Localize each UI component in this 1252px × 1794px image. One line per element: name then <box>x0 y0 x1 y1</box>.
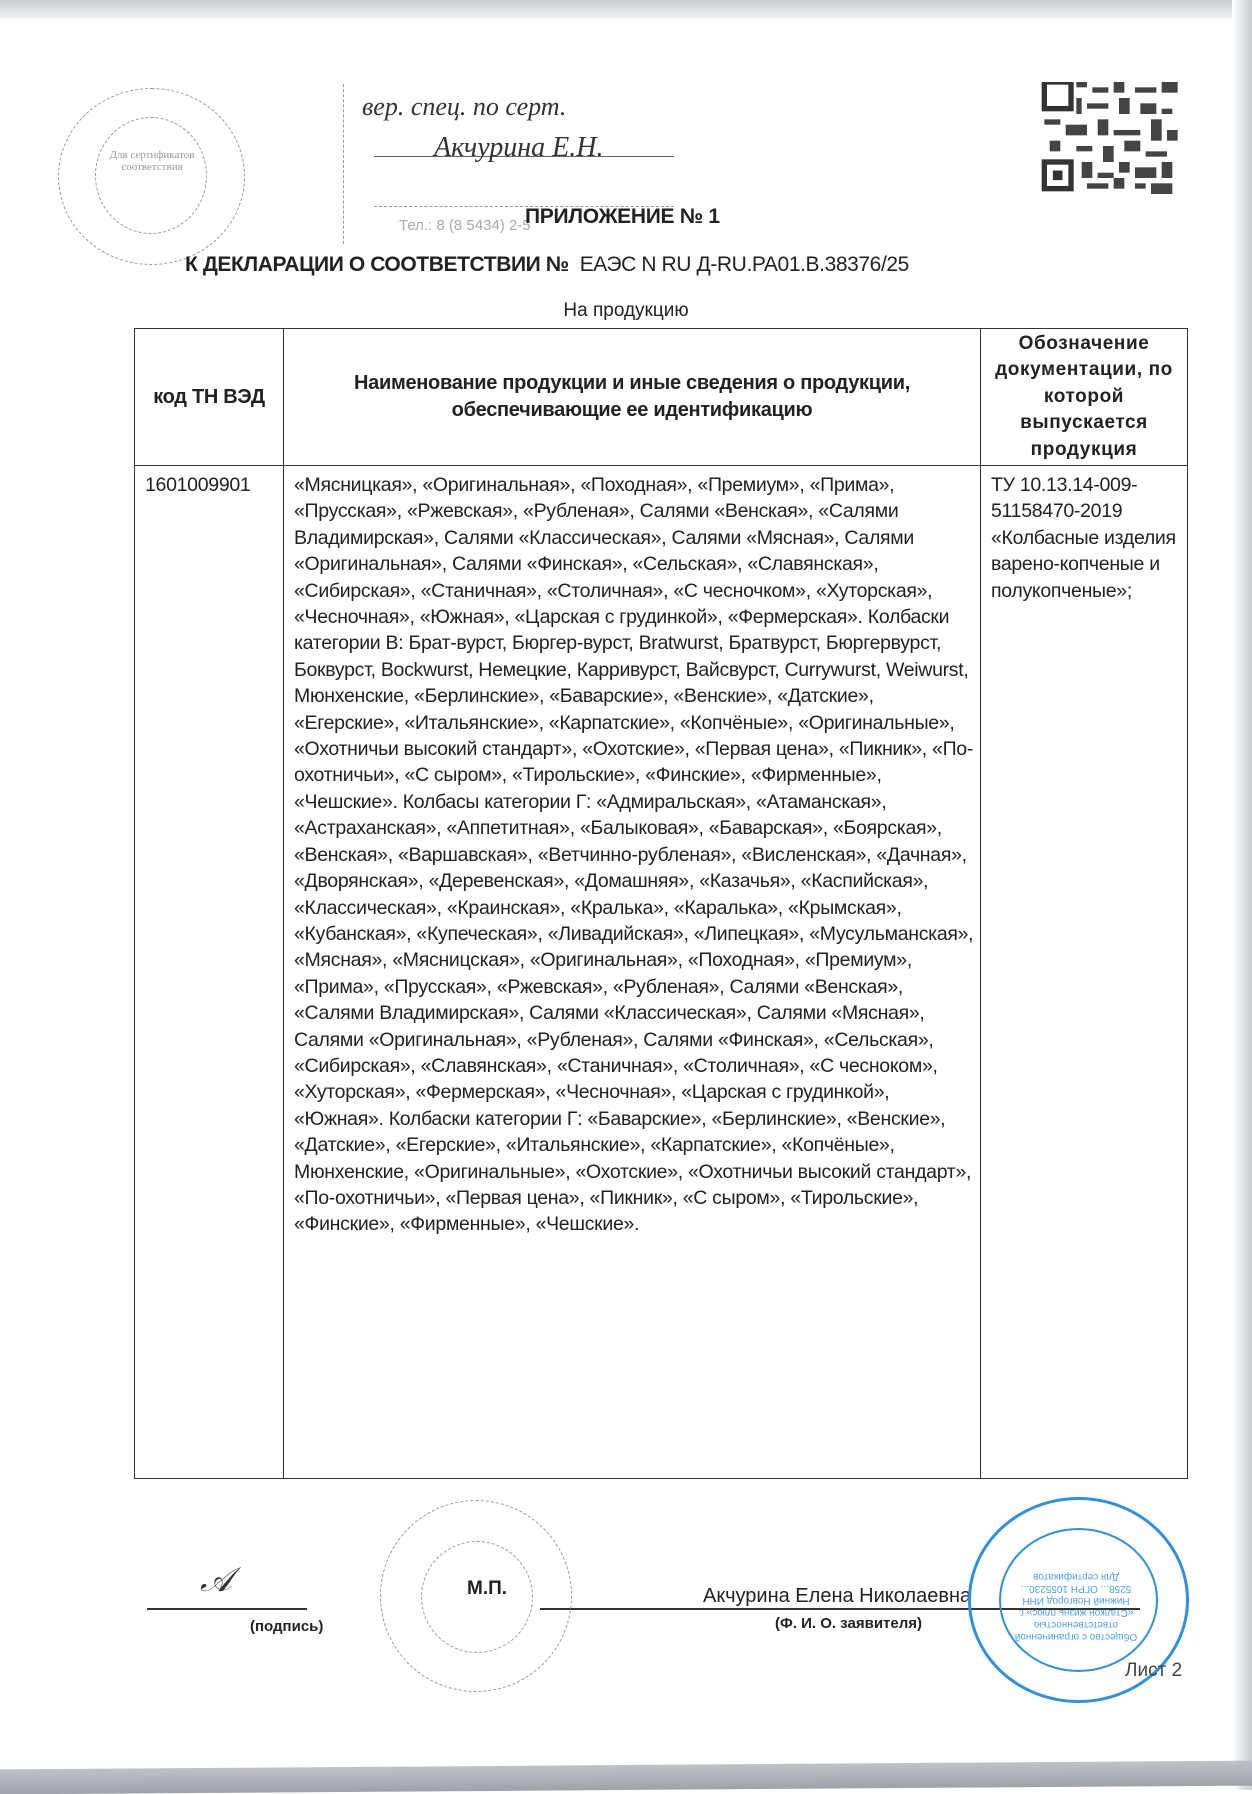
declaration-number: ЕАЭС N RU Д-RU.PA01.B.38376/25 <box>579 253 909 276</box>
header-description: Наименование продукции и иные сведения о продукции, обеспечивающие ее идентификацию <box>284 329 981 466</box>
cell-documentation: ТУ 10.13.14-009-51158470-2019 «Колбасные изделия варено-копченые и полукопченые»; <box>981 466 1188 1479</box>
declaration-title <box>185 253 909 277</box>
handwritten-signature: Акчурина Е.Н. <box>434 132 604 163</box>
left-gray-stamp <box>58 88 245 265</box>
header-code: код ТН ВЭД <box>135 329 284 466</box>
left-stamp-text: Для сертификатов соответствия <box>109 149 195 173</box>
table-row <box>135 466 1188 1479</box>
applicant-name: Акчурина Елена Николаевна <box>703 1585 972 1607</box>
scan-bottom-edge <box>0 1761 1252 1794</box>
appendix-title: ПРИЛОЖЕНИЕ № 1 <box>525 205 720 228</box>
applicant-label: (Ф. И. О. заявителя) <box>775 1615 923 1632</box>
sheet-label: Лист 2 <box>1125 1660 1183 1681</box>
seal-label: М.П. <box>467 1578 508 1599</box>
header-documentation: Обозначение документации, по которой выпускается продукция <box>981 329 1188 466</box>
cell-description: «Мясницкая», «Оригинальная», «Походная», «Премиум», «Прима», «Прусская», «Ржевская», «Рубленая», Салями «Венская», «Салями Владимирская», Салями «Классическая», Салями «Мясная», Салями «Оригинальная», Салями «Финская», «Сельская», «Славянская», «Сибирская», «Станичная», «Столичная», «С чесночком», «Хуторская», «Чесночная», «Южная», «Царская с грудинкой», «Фермерская». Колбаски категории В: Брат-вурст, Бюргер-вурст, Bratwurst, Братвурст, Бюргервурст, Боквурст, Bockwurst, Немецкие, Карривурст, Вайсвурст, Currywurst, Weiwurst, Мюнхенские, «Берлинские», «Баварские», «Венские», «Датские», «Егерские», «Итальянские», «Карпатские», «Копчёные», «Оригинальные», «Охотничьи высокий стандарт», «Охотские», «Первая цена», «Пикник», «По-охотничьи», «С сыром», «Тирольские», «Финские», «Фирменные», «Чешские». Колбасы категории Г: «Адмиральская», «Атаманская», «Астраханская», «Аппетитная», «Балыковая», «Баварская», «Боярская», «Венская», «Варшавская», «Ветчинно-рубленая», «Висленская», «Дачная», «Дворянская», «Деревенская», «Домашняя», «Казачья», «Каспийская», «Классическая», «Краинская», «Кралька», «Каралька», «Крымская», «Кубанская», «Купеческая», «Ливадийская», «Липецкая», «Мусульманская», «Мясная», «Мясницская», «Оригинальная», «Походная», «Премиум», «Прима», «Прусская», «Ржевская», «Рубленая», Салями «Венская», «Салями Владимирская», Салями «Классическая», Салями «Мясная», Салями «Оригинальная», «Рубленая», Салями «Финская», «Сельская», «Сибирская», «Славянская», «Станичная», «Столичная», «С чесноком», «Хуторская», «Фермерская», «Чесночная», «Царская с грудинкой», «Южная». Колбаски категории Г: «Баварские», «Берлинские», «Венские», «Датские», «Егерские», «Итальянские», «Карпатские», «Копчёные», Мюнхенские, «Оригинальные», «Охотские», «Охотничьи высокий стандарт», «По-охотничьи», «Первая цена», «Пикник», «С сыром», «Тирольские», «Финские», «Фирменные», «Чешские». <box>284 466 981 1479</box>
phone-stamp-text: Тел.: 8 (8 5434) 2-5 <box>399 217 531 234</box>
signature-line-left <box>147 1608 307 1610</box>
scan-top-edge <box>0 0 1252 18</box>
table-header-row <box>135 329 1188 466</box>
cell-code: 1601009901 <box>135 466 284 1479</box>
signature-scribble: 𝒜 <box>200 1562 233 1599</box>
declaration-prefix: К ДЕКЛАРАЦИИ О СООТВЕТСТВИИ № <box>185 253 569 276</box>
blue-stamp-text: Общество с ограниченной ответственностью «Сталкон жизнь плюс» г. Нижний Новгород ИНН 5258... ОГРН 1055230... Для сертификатов <box>1014 1571 1138 1642</box>
products-table <box>134 328 1188 1479</box>
signature-label: (подпись) <box>250 1618 324 1635</box>
handwritten-note: вер. спец. по серт. <box>362 92 567 121</box>
subtitle: На продукцию <box>563 300 689 321</box>
scan-right-edge <box>1232 0 1252 1790</box>
qr-code-icon <box>1040 82 1182 194</box>
